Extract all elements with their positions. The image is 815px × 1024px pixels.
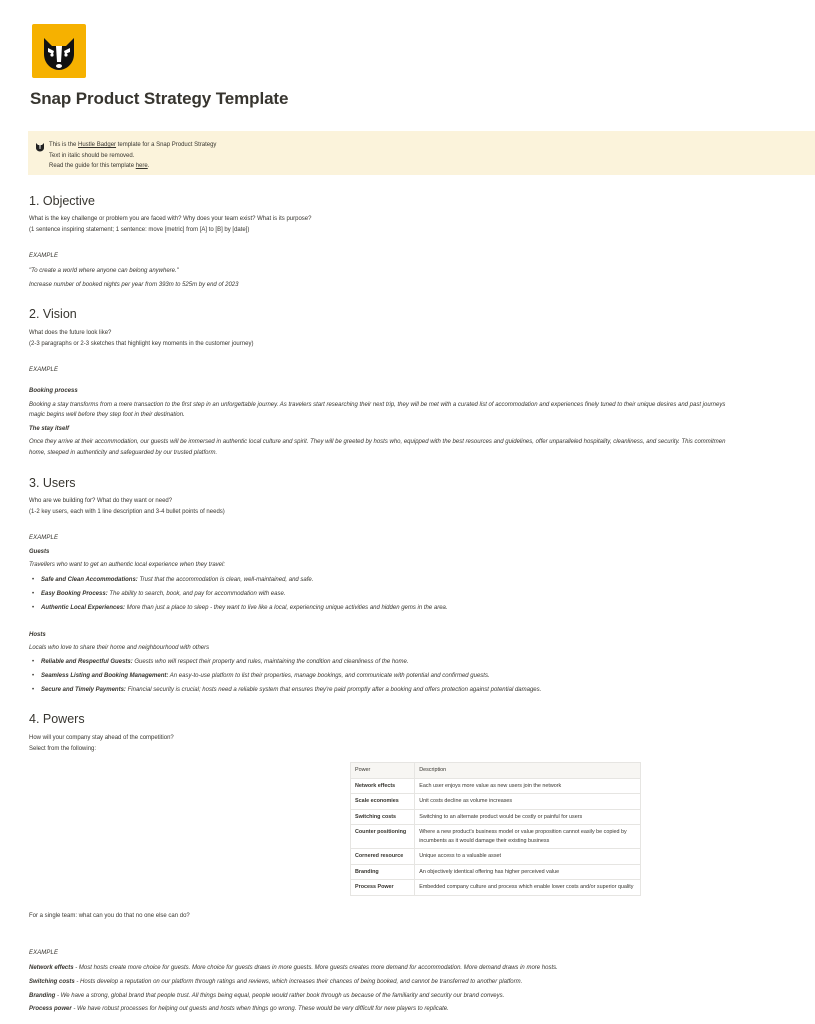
callout-line-2: Text in italic should be removed. (49, 152, 135, 159)
users-hosts-list (29, 655, 541, 697)
powers-single-team-question: For a single team: what can you do that no one else can do? (29, 913, 190, 919)
list-item (29, 601, 448, 615)
users-hosts-title: Hosts (29, 632, 46, 638)
table-cell-power: Switching costs (351, 809, 415, 825)
objective-instruction: (1 sentence inspiring statement; 1 sentence: move [metric] from [A] to [B] by [date]) (29, 227, 250, 233)
vision-booking-text-1: Booking a stay transforms from a mere transaction to the first step in an unforgettable journey. As travelers start researching their next trip, they will be met with a curated list of accommodation and experiences finely tuned to their unique desires and past journeys (29, 402, 726, 408)
list-item (29, 683, 541, 697)
users-heading: 3. Users (29, 476, 76, 490)
powers-example-item (29, 990, 558, 1004)
powers-heading: 4. Powers (29, 712, 85, 726)
powers-question: How will your company stay ahead of the competition? (29, 735, 174, 741)
vision-heading: 2. Vision (29, 307, 77, 321)
vision-example-label: EXAMPLE (29, 367, 59, 373)
badger-logo (32, 24, 86, 78)
list-item-bold: Secure and Timely Payments: (41, 687, 126, 693)
vision-booking-text-2: magic begins well before they step foot in their destination. (29, 412, 185, 418)
list-item-text: An easy-to-use platform to list their properties, manage bookings, and communicate with potential and confirmed guests. (168, 673, 490, 679)
table-cell-power: Counter positioning (351, 825, 415, 849)
vision-stay-title: The stay itself (29, 426, 70, 432)
powers-example-bold: Switching costs (29, 978, 75, 985)
info-callout (28, 131, 815, 175)
powers-example-item (29, 1003, 558, 1017)
vision-stay-text-1: Once they arrive at their accommodation, our guests will be immersed in authentic local culture and spirit. They will be greeted by hosts who, equipped with the best resources and guidelines, offer unparalleled hospitality, cleanliness, and security. This commitmen (29, 439, 726, 445)
table-header-power: Power (351, 763, 415, 779)
table-cell-description: Unit costs decline as volume increases (415, 794, 641, 810)
list-item-text: Trust that the accommodation is clean, well-maintained, and safe. (137, 577, 314, 583)
badger-callout-icon (35, 139, 45, 157)
list-item (29, 655, 541, 669)
table-cell-power: Network effects (351, 778, 415, 794)
table-cell-power: Cornered resource (351, 849, 415, 865)
vision-instruction: (2-3 paragraphs or 2-3 sketches that highlight key moments in the customer journey) (29, 341, 254, 347)
vision-stay-text-2: home, steeped in authenticity and safeguarded by our trusted platform. (29, 450, 218, 456)
table-cell-description: An objectively identical offering has higher perceived value (415, 864, 641, 880)
users-instruction: (1-2 key users, each with 1 line description and 3-4 bullet points of needs) (29, 509, 225, 515)
list-item (29, 573, 448, 587)
list-item-text: More than just a place to sleep - they want to live like a local, experiencing unique activities and hidden gems in the area. (125, 605, 448, 611)
powers-example-text: - Most hosts create more choice for guests. More choice for guests draws in more guests. More guests creates more demand for accommodation. More demand draws in more hosts. (73, 965, 558, 971)
table-row (351, 794, 641, 810)
callout-line-3 (49, 161, 216, 172)
list-item-bold: Easy Booking Process: (41, 591, 108, 597)
table-cell-description: Embedded company culture and process which enable lower costs and/or superior quality (415, 880, 641, 896)
users-guests-title: Guests (29, 549, 50, 555)
table-cell-description: Where a new product's business model or value proposition cannot easily be copied by incumbents as it would damage their existing business (415, 825, 641, 849)
table-cell-description: Each user enjoys more value as new users join the network (415, 778, 641, 794)
powers-example-label: EXAMPLE (29, 950, 59, 956)
hustle-badger-link[interactable]: Hustle Badger (78, 142, 117, 148)
table-row (351, 849, 641, 865)
callout-line-1 (49, 140, 216, 151)
powers-example-item (29, 962, 558, 976)
list-item-bold: Seamless Listing and Booking Management: (41, 673, 169, 679)
objective-question: What is the key challenge or problem you are faced with? Why does your team exist? What is its purpose? (29, 216, 312, 222)
callout-line-1-suffix: template for a Snap Product Strategy (116, 142, 217, 148)
table-cell-power: Scale economies (351, 794, 415, 810)
callout-line-1-prefix: This is the (49, 142, 79, 148)
badger-icon (32, 24, 86, 78)
powers-example-bold: Network effects (29, 965, 74, 971)
callout-line-3-prefix: Read the guide for this template (49, 163, 136, 169)
table-row (351, 809, 641, 825)
powers-example-text: - Hosts develop a reputation on our platform through ratings and reviews, which increases their chances of being booked, and cannot be transferred to another platform. (74, 978, 523, 985)
list-item-bold: Safe and Clean Accommodations: (41, 577, 138, 583)
powers-table (350, 762, 641, 896)
list-item-text: Guests who will respect their property and rules, maintaining the condition and cleanliness of the home. (132, 659, 409, 665)
objective-example-metric: Increase number of booked nights per year from 393m to 525m by end of 2023 (29, 282, 239, 288)
table-row (351, 778, 641, 794)
table-row (351, 825, 641, 849)
table-row (351, 864, 641, 880)
callout-line-3-suffix: . (147, 163, 150, 169)
objective-heading: 1. Objective (29, 194, 96, 208)
table-header-description: Description (415, 763, 641, 779)
table-cell-description: Switching to an alternate product would be costly or painful for users (415, 809, 641, 825)
page-title: Snap Product Strategy Template (30, 89, 289, 108)
list-item-bold: Reliable and Respectful Guests: (41, 659, 133, 665)
list-item-bold: Authentic Local Experiences: (41, 605, 126, 611)
powers-example-text: - We have robust processes for helping out guests and hosts when things go wrong. These would be very difficult for new players to replicate. (71, 1006, 449, 1013)
table-cell-power: Process Power (351, 880, 415, 896)
users-guests-list (29, 573, 448, 615)
guide-link[interactable]: here (135, 163, 148, 169)
users-question: Who are we building for? What do they want or need? (29, 498, 173, 504)
objective-example-statement: "To create a world where anyone can belong anywhere." (29, 268, 179, 274)
list-item (29, 587, 448, 601)
powers-examples (29, 962, 558, 1017)
powers-example-bold: Branding (29, 992, 56, 999)
powers-example-item (29, 976, 558, 990)
table-header-row (351, 763, 641, 779)
users-hosts-desc: Locals who love to share their home and neighbourhood with others (29, 645, 210, 651)
list-item-text: Financial security is crucial; hosts need a reliable system that ensures they're paid promptly after a booking and offers protection against potential damages. (125, 687, 542, 693)
table-cell-power: Branding (351, 864, 415, 880)
powers-example-text: - We have a strong, global brand that people trust. All things being equal, people would rather book through us because of the familiarity and security our brand conveys. (55, 992, 505, 999)
table-row (351, 880, 641, 896)
users-example-label: EXAMPLE (29, 535, 59, 541)
table-cell-description: Unique access to a valuable asset (415, 849, 641, 865)
list-item-text: The ability to search, book, and pay for accommodation with ease. (107, 591, 286, 597)
vision-booking-title: Booking process (29, 388, 78, 394)
users-guests-desc: Travellers who want to get an authentic local experience when they travel: (29, 562, 225, 568)
vision-question: What does the future look like? (29, 330, 112, 336)
powers-instruction: Select from the following: (29, 746, 97, 752)
objective-example-label: EXAMPLE (29, 253, 59, 259)
list-item (29, 669, 541, 683)
powers-example-bold: Process power (29, 1006, 72, 1013)
